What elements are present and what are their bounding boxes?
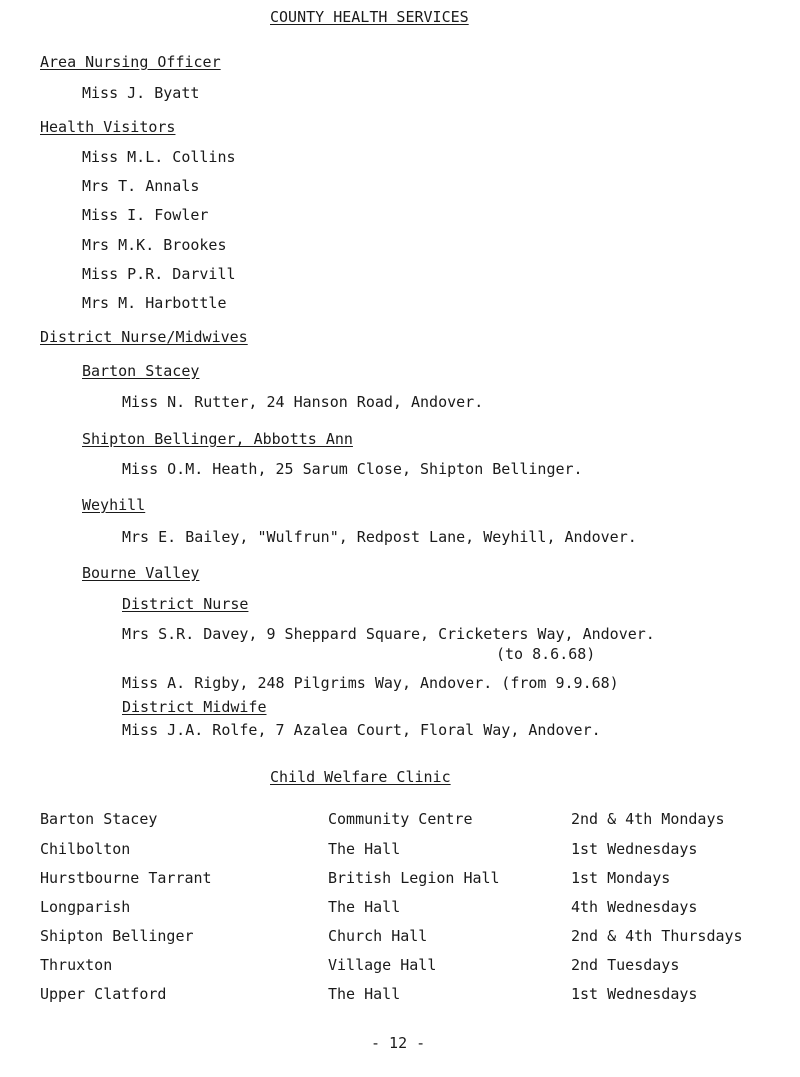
clinic-when: 1st Mondays bbox=[571, 869, 671, 887]
district-nurse-midwives-heading: District Nurse/Midwives bbox=[40, 328, 248, 346]
clinic-venue: The Hall bbox=[328, 840, 401, 858]
clinic-place: Hurstbourne Tarrant bbox=[40, 869, 212, 887]
table-row bbox=[0, 900, 800, 920]
table-row bbox=[0, 987, 800, 1007]
district-nurse-entry: Mrs S.R. Davey, 9 Sheppard Square, Cricketers Way, Andover. bbox=[122, 625, 655, 643]
health-visitor-name: Miss I. Fowler bbox=[82, 206, 209, 224]
clinic-place: Chilbolton bbox=[40, 840, 131, 858]
barton-stacey-entry: Miss N. Rutter, 24 Hanson Road, Andover. bbox=[122, 393, 484, 411]
bourne-valley-heading: Bourne Valley bbox=[82, 564, 200, 582]
shipton-entry: Miss O.M. Heath, 25 Sarum Close, Shipton Bellinger. bbox=[122, 460, 583, 478]
health-visitor-name: Miss P.R. Darvill bbox=[82, 265, 236, 283]
clinic-place: Shipton Bellinger bbox=[40, 927, 194, 945]
page-title: COUNTY HEALTH SERVICES bbox=[270, 8, 469, 26]
health-visitors-heading: Health Visitors bbox=[40, 118, 176, 136]
shipton-heading: Shipton Bellinger, Abbotts Ann bbox=[82, 430, 353, 448]
clinic-when: 4th Wednesdays bbox=[571, 898, 698, 916]
district-nurse-entry-note: (to 8.6.68) bbox=[496, 645, 596, 663]
table-row bbox=[0, 871, 800, 891]
clinic-venue: The Hall bbox=[328, 985, 401, 1003]
table-row bbox=[0, 929, 800, 949]
clinic-place: Upper Clatford bbox=[40, 985, 167, 1003]
clinic-when: 2nd Tuesdays bbox=[571, 956, 680, 974]
table-row bbox=[0, 842, 800, 862]
area-nursing-officer-name: Miss J. Byatt bbox=[82, 84, 200, 102]
page-number: - 12 - bbox=[371, 1034, 426, 1052]
clinic-place: Longparish bbox=[40, 898, 131, 916]
clinic-venue: British Legion Hall bbox=[328, 869, 500, 887]
clinic-when: 1st Wednesdays bbox=[571, 840, 698, 858]
clinic-venue: Church Hall bbox=[328, 927, 428, 945]
child-welfare-clinic-heading: Child Welfare Clinic bbox=[270, 768, 451, 786]
health-visitor-name: Miss M.L. Collins bbox=[82, 148, 236, 166]
clinic-venue: Village Hall bbox=[328, 956, 437, 974]
weyhill-heading: Weyhill bbox=[82, 496, 146, 514]
health-visitor-name: Mrs M. Harbottle bbox=[82, 294, 227, 312]
weyhill-entry: Mrs E. Bailey, "Wulfrun", Redpost Lane, Weyhill, Andover. bbox=[122, 528, 637, 546]
district-midwife-entry: Miss J.A. Rolfe, 7 Azalea Court, Floral Way, Andover. bbox=[122, 721, 601, 739]
barton-stacey-heading: Barton Stacey bbox=[82, 362, 200, 380]
table-row bbox=[0, 812, 800, 832]
district-nurse-entry: Miss A. Rigby, 248 Pilgrims Way, Andover. (from 9.9.68) bbox=[122, 674, 619, 692]
district-nurse-heading: District Nurse bbox=[122, 595, 249, 613]
clinic-place: Thruxton bbox=[40, 956, 113, 974]
clinic-place: Barton Stacey bbox=[40, 810, 158, 828]
clinic-when: 2nd & 4th Mondays bbox=[571, 810, 725, 828]
area-nursing-officer-heading: Area Nursing Officer bbox=[40, 53, 221, 71]
clinic-venue: Community Centre bbox=[328, 810, 473, 828]
health-visitor-name: Mrs M.K. Brookes bbox=[82, 236, 227, 254]
clinic-when: 1st Wednesdays bbox=[571, 985, 698, 1003]
clinic-venue: The Hall bbox=[328, 898, 401, 916]
table-row bbox=[0, 958, 800, 978]
health-visitor-name: Mrs T. Annals bbox=[82, 177, 200, 195]
district-midwife-heading: District Midwife bbox=[122, 698, 267, 716]
clinic-when: 2nd & 4th Thursdays bbox=[571, 927, 743, 945]
